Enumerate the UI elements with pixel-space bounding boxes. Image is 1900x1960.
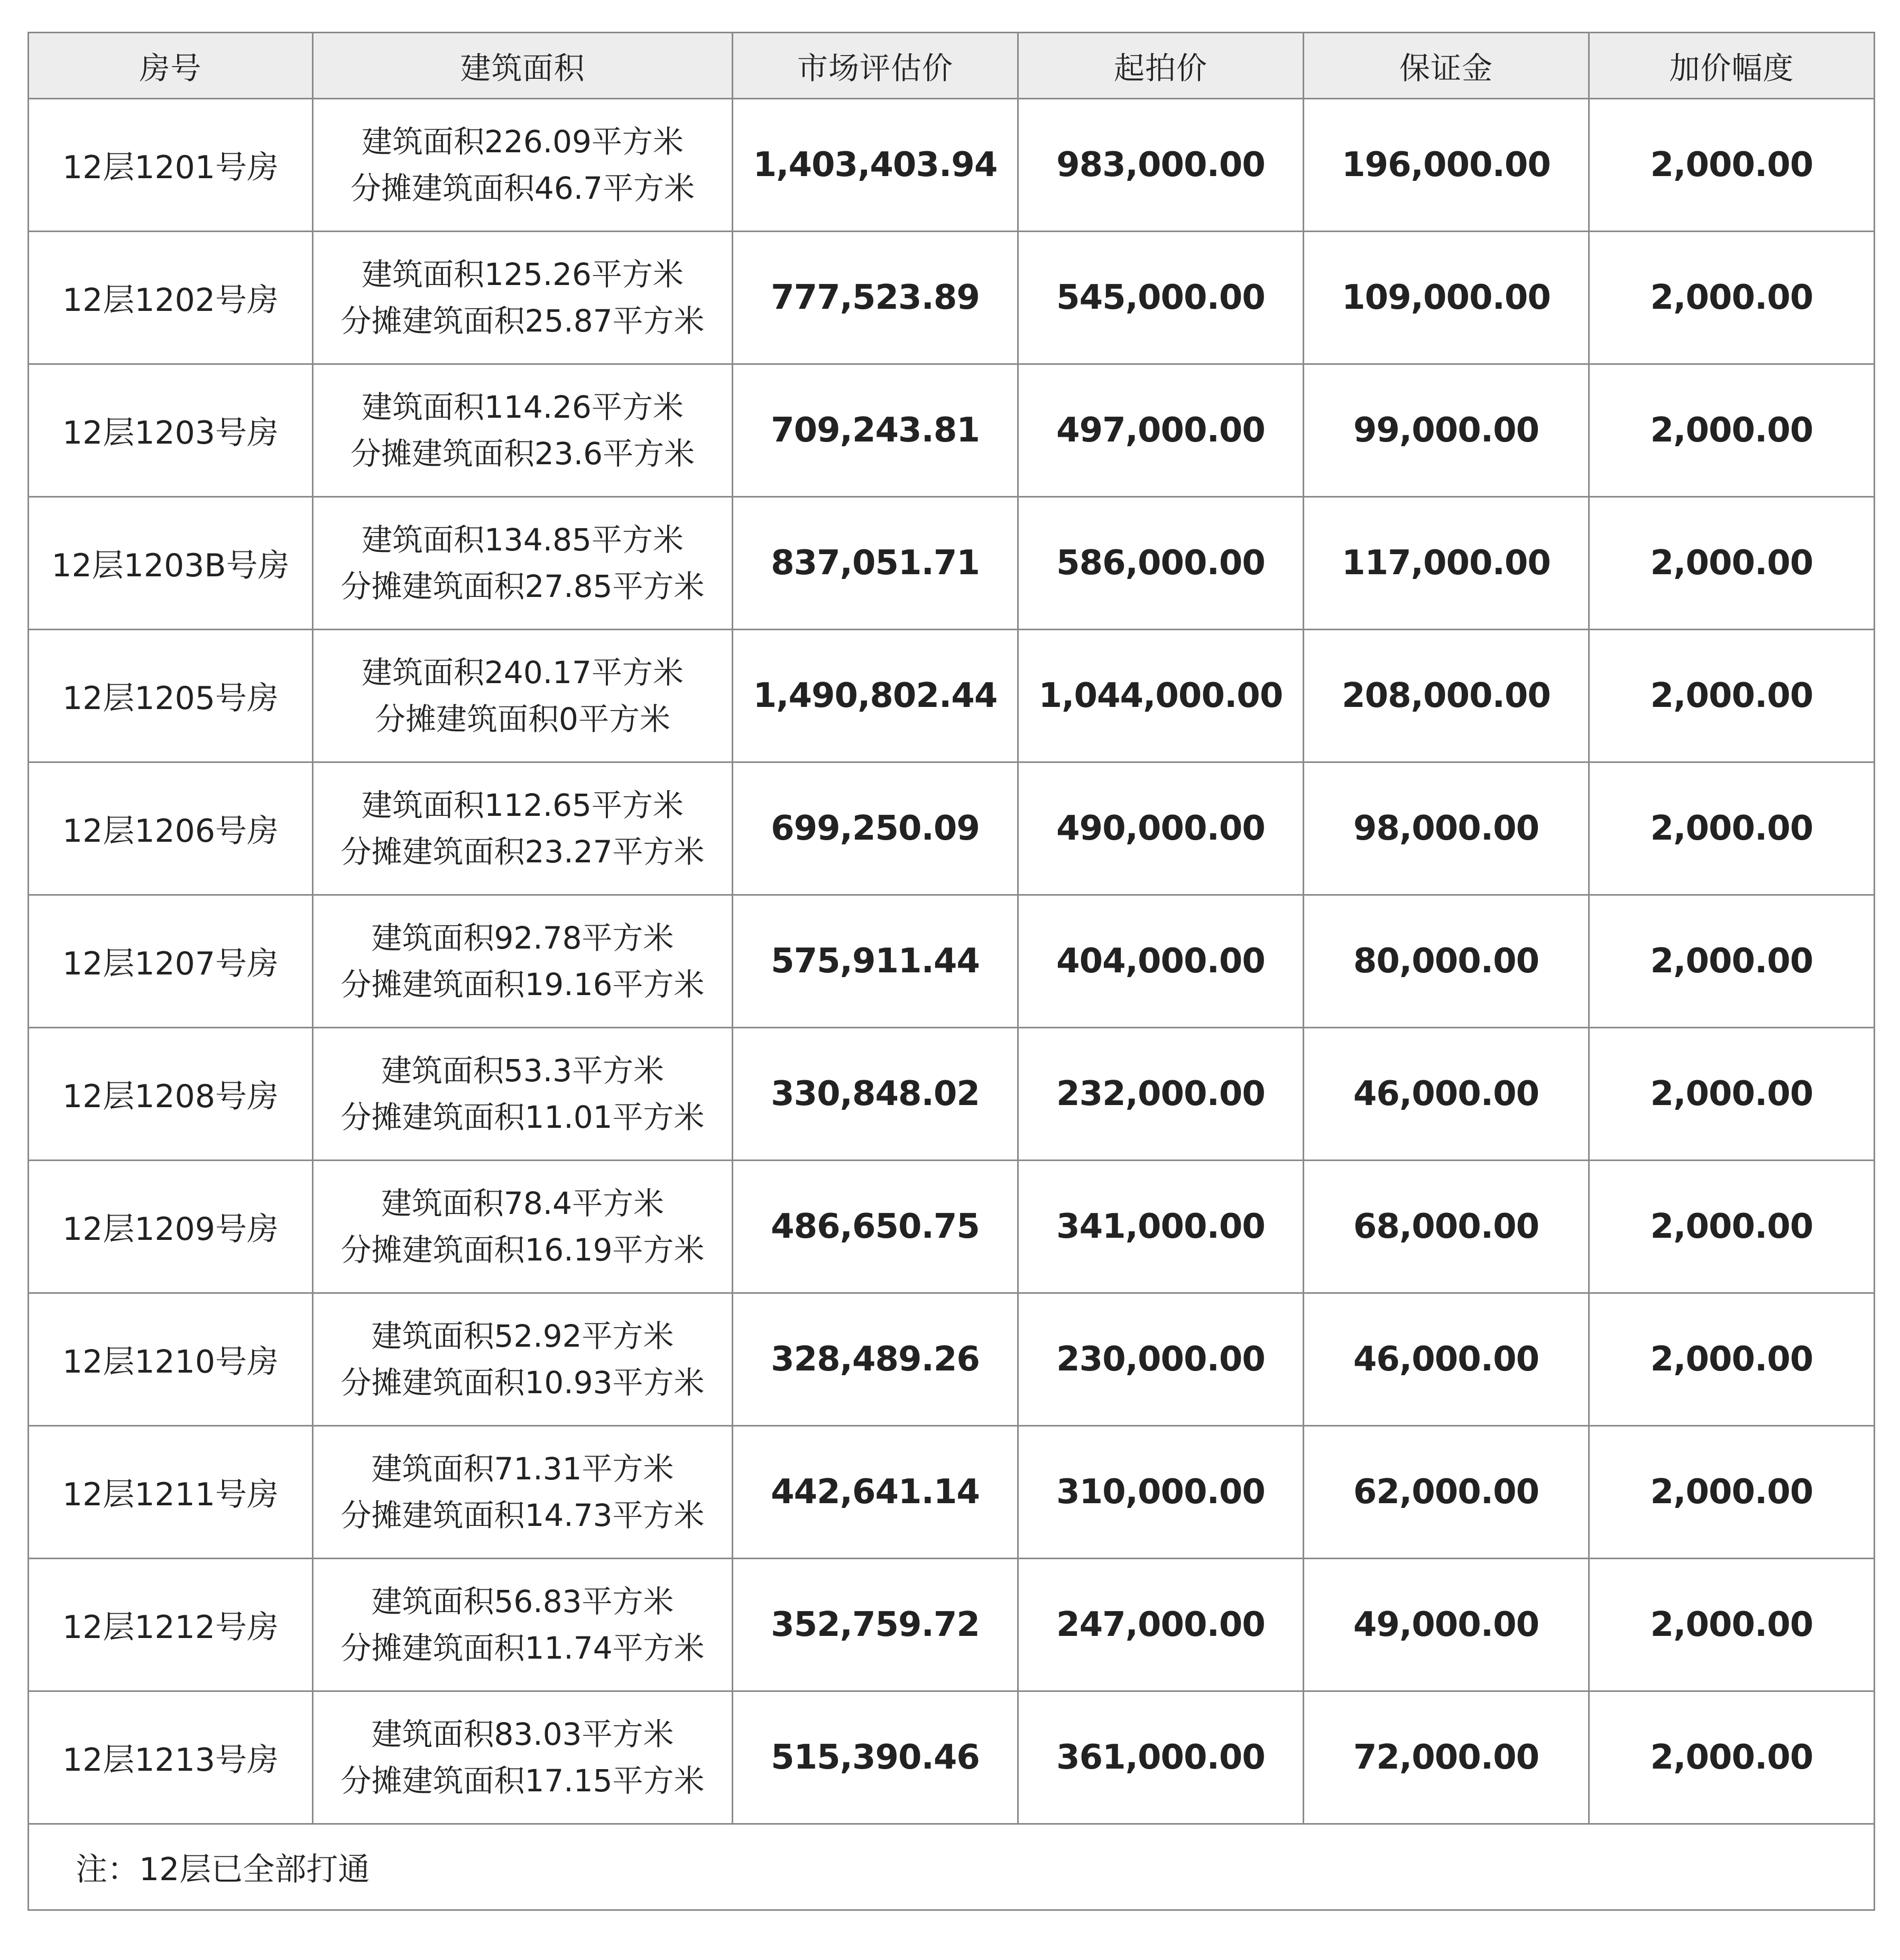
shared-area-text: 分摊建筑面积14.73平方米 (340, 1497, 705, 1533)
shared-area-text: 分摊建筑面积16.19平方米 (340, 1232, 705, 1268)
deposit-cell: 196,000.00 (1304, 99, 1589, 232)
deposit-cell: 72,000.00 (1304, 1691, 1589, 1824)
deposit-cell: 98,000.00 (1304, 762, 1589, 895)
area-cell (313, 1426, 733, 1559)
table-row (29, 1426, 1875, 1559)
table-row (29, 99, 1875, 232)
header-start-price: 起拍价 (1018, 33, 1304, 99)
building-area-text: 建筑面积112.65平方米 (362, 787, 684, 823)
area-cell (313, 364, 733, 497)
appraisal-price-cell: 837,051.71 (733, 497, 1018, 630)
start-price-cell: 1,044,000.00 (1018, 630, 1304, 762)
deposit-cell: 46,000.00 (1304, 1293, 1589, 1426)
appraisal-price-cell: 575,911.44 (733, 895, 1018, 1028)
area-cell (313, 232, 733, 364)
increment-cell: 2,000.00 (1589, 1028, 1875, 1161)
header-increment: 加价幅度 (1589, 33, 1875, 99)
area-cell (313, 1161, 733, 1293)
shared-area-text: 分摊建筑面积17.15平方米 (340, 1763, 705, 1799)
shared-area-text: 分摊建筑面积0平方米 (375, 701, 670, 737)
table-row (29, 895, 1875, 1028)
area-cell (313, 1028, 733, 1161)
appraisal-price-cell: 777,523.89 (733, 232, 1018, 364)
building-area-text: 建筑面积78.4平方米 (381, 1185, 665, 1221)
room-number-cell: 12层1203B号房 (29, 497, 313, 630)
increment-cell: 2,000.00 (1589, 364, 1875, 497)
room-number-cell: 12层1203号房 (29, 364, 313, 497)
shared-area-text: 分摊建筑面积19.16平方米 (340, 967, 705, 1002)
table-header (29, 33, 1875, 99)
start-price-cell: 545,000.00 (1018, 232, 1304, 364)
deposit-cell: 109,000.00 (1304, 232, 1589, 364)
room-number-cell: 12层1208号房 (29, 1028, 313, 1161)
deposit-cell: 68,000.00 (1304, 1161, 1589, 1293)
note-row (29, 1824, 1875, 1910)
table-row (29, 1028, 1875, 1161)
deposit-cell: 80,000.00 (1304, 895, 1589, 1028)
table-row (29, 232, 1875, 364)
area-cell (313, 630, 733, 762)
room-number-cell: 12层1205号房 (29, 630, 313, 762)
shared-area-text: 分摊建筑面积46.7平方米 (350, 170, 695, 206)
start-price-cell: 341,000.00 (1018, 1161, 1304, 1293)
building-area-text: 建筑面积71.31平方米 (371, 1451, 674, 1487)
deposit-cell: 46,000.00 (1304, 1028, 1589, 1161)
increment-cell: 2,000.00 (1589, 1426, 1875, 1559)
increment-cell: 2,000.00 (1589, 1293, 1875, 1426)
start-price-cell: 490,000.00 (1018, 762, 1304, 895)
area-cell (313, 497, 733, 630)
note-text: 注：12层已全部打通 (29, 1824, 1875, 1910)
area-cell (313, 762, 733, 895)
appraisal-price-cell: 328,489.26 (733, 1293, 1018, 1426)
building-area-text: 建筑面积240.17平方米 (362, 655, 684, 691)
shared-area-text: 分摊建筑面积25.87平方米 (340, 303, 705, 339)
listing-sheet (27, 32, 1874, 1927)
start-price-cell: 497,000.00 (1018, 364, 1304, 497)
room-number-cell: 12层1209号房 (29, 1161, 313, 1293)
deposit-cell: 49,000.00 (1304, 1559, 1589, 1691)
start-price-cell: 586,000.00 (1018, 497, 1304, 630)
appraisal-price-cell: 330,848.02 (733, 1028, 1018, 1161)
room-number-cell: 12层1212号房 (29, 1559, 313, 1691)
increment-cell: 2,000.00 (1589, 762, 1875, 895)
building-area-text: 建筑面积52.92平方米 (371, 1318, 674, 1354)
header-appraisal: 市场评估价 (733, 33, 1018, 99)
table-row (29, 364, 1875, 497)
deposit-cell: 62,000.00 (1304, 1426, 1589, 1559)
increment-cell: 2,000.00 (1589, 1691, 1875, 1824)
table-row (29, 630, 1875, 762)
building-area-text: 建筑面积56.83平方米 (371, 1584, 674, 1619)
room-number-cell: 12层1213号房 (29, 1691, 313, 1824)
appraisal-price-cell: 486,650.75 (733, 1161, 1018, 1293)
table-row (29, 1691, 1875, 1824)
table-row (29, 497, 1875, 630)
appraisal-price-cell: 1,403,403.94 (733, 99, 1018, 232)
table-footer (29, 1824, 1875, 1910)
start-price-cell: 247,000.00 (1018, 1559, 1304, 1691)
header-area: 建筑面积 (313, 33, 733, 99)
area-cell (313, 1559, 733, 1691)
table-row (29, 1559, 1875, 1691)
increment-cell: 2,000.00 (1589, 1161, 1875, 1293)
area-cell (313, 1293, 733, 1426)
room-number-cell: 12层1206号房 (29, 762, 313, 895)
appraisal-price-cell: 709,243.81 (733, 364, 1018, 497)
header-deposit: 保证金 (1304, 33, 1589, 99)
table-row (29, 1161, 1875, 1293)
room-number-cell: 12层1201号房 (29, 99, 313, 232)
start-price-cell: 232,000.00 (1018, 1028, 1304, 1161)
appraisal-price-cell: 515,390.46 (733, 1691, 1018, 1824)
building-area-text: 建筑面积92.78平方米 (371, 920, 674, 956)
increment-cell: 2,000.00 (1589, 497, 1875, 630)
building-area-text: 建筑面积125.26平方米 (362, 256, 684, 292)
deposit-cell: 99,000.00 (1304, 364, 1589, 497)
start-price-cell: 310,000.00 (1018, 1426, 1304, 1559)
area-cell (313, 99, 733, 232)
start-price-cell: 983,000.00 (1018, 99, 1304, 232)
appraisal-price-cell: 352,759.72 (733, 1559, 1018, 1691)
shared-area-text: 分摊建筑面积23.6平方米 (350, 436, 695, 472)
table-row (29, 1293, 1875, 1426)
area-cell (313, 895, 733, 1028)
building-area-text: 建筑面积134.85平方米 (362, 522, 684, 558)
appraisal-price-cell: 442,641.14 (733, 1426, 1018, 1559)
room-number-cell: 12层1211号房 (29, 1426, 313, 1559)
shared-area-text: 分摊建筑面积27.85平方米 (340, 568, 705, 604)
table-row (29, 762, 1875, 895)
shared-area-text: 分摊建筑面积10.93平方米 (340, 1365, 705, 1401)
deposit-cell: 117,000.00 (1304, 497, 1589, 630)
appraisal-price-cell: 1,490,802.44 (733, 630, 1018, 762)
area-cell (313, 1691, 733, 1824)
shared-area-text: 分摊建筑面积11.01平方米 (340, 1099, 705, 1135)
start-price-cell: 361,000.00 (1018, 1691, 1304, 1824)
building-area-text: 建筑面积83.03平方米 (371, 1716, 674, 1752)
property-table (27, 32, 1875, 1911)
increment-cell: 2,000.00 (1589, 99, 1875, 232)
room-number-cell: 12层1210号房 (29, 1293, 313, 1426)
shared-area-text: 分摊建筑面积11.74平方米 (340, 1630, 705, 1666)
shared-area-text: 分摊建筑面积23.27平方米 (340, 834, 705, 870)
increment-cell: 2,000.00 (1589, 232, 1875, 364)
increment-cell: 2,000.00 (1589, 1559, 1875, 1691)
room-number-cell: 12层1207号房 (29, 895, 313, 1028)
building-area-text: 建筑面积53.3平方米 (381, 1053, 665, 1089)
building-area-text: 建筑面积114.26平方米 (362, 389, 684, 425)
start-price-cell: 404,000.00 (1018, 895, 1304, 1028)
header-row (29, 33, 1875, 99)
header-room: 房号 (29, 33, 313, 99)
deposit-cell: 208,000.00 (1304, 630, 1589, 762)
start-price-cell: 230,000.00 (1018, 1293, 1304, 1426)
building-area-text: 建筑面积226.09平方米 (362, 124, 684, 160)
appraisal-price-cell: 699,250.09 (733, 762, 1018, 895)
table-body (29, 99, 1875, 1824)
increment-cell: 2,000.00 (1589, 895, 1875, 1028)
increment-cell: 2,000.00 (1589, 630, 1875, 762)
room-number-cell: 12层1202号房 (29, 232, 313, 364)
